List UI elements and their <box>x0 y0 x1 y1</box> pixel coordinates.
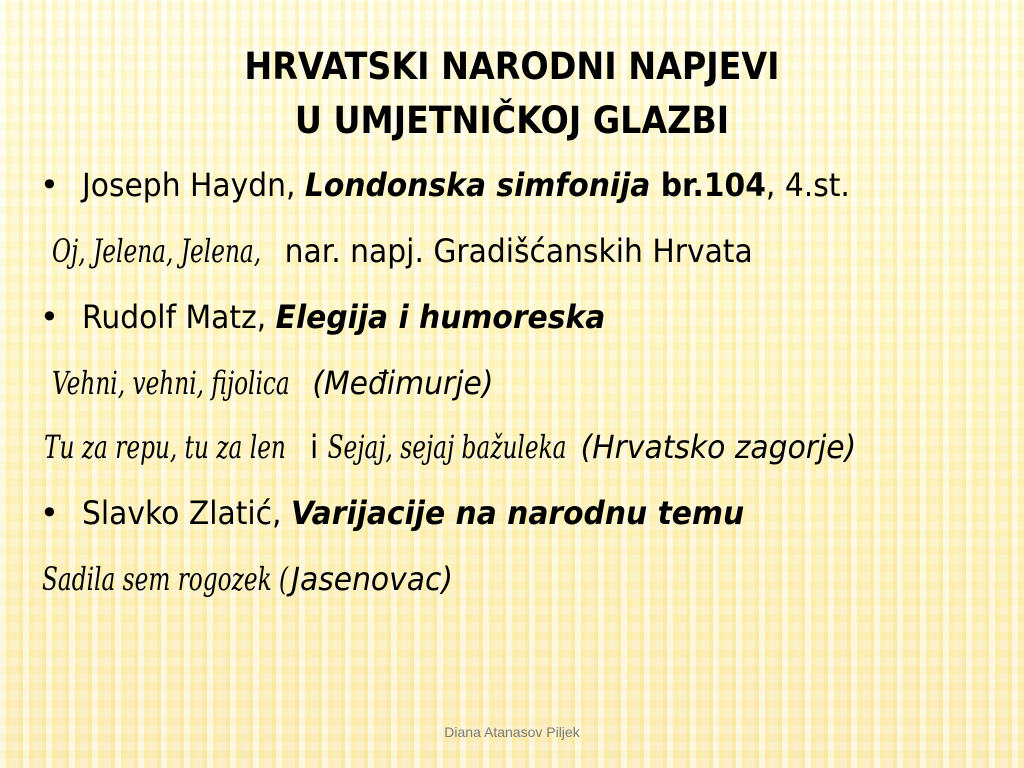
song-origin: nar. napj. Gradišćanskih Hrvata <box>275 232 753 270</box>
song-title: Sejaj, sejaj bažuleka <box>327 428 567 466</box>
title-line-2: U UMJETNIČKOJ GLAZBI <box>294 99 730 142</box>
work-title: Londonska simfonija <box>304 166 651 204</box>
song-line-repu <box>44 428 856 466</box>
work-title: Elegija i humoreska <box>275 298 606 336</box>
composer-name: Joseph Haydn, <box>82 166 305 204</box>
song-region: (Hrvatsko zagorje) <box>580 428 857 466</box>
movement-text: , 4.st. <box>765 166 850 204</box>
composer-name: Slavko Zlatić, <box>82 494 291 532</box>
list-item-matz <box>82 298 605 336</box>
song-connector: i <box>309 428 328 466</box>
footer-author: Diana Atanasov Piljek <box>444 724 580 740</box>
list-item-zlatic <box>82 494 744 532</box>
bullet-marker: • <box>40 166 59 204</box>
title-line-1: HRVATSKI NARODNI NAPJEVI <box>244 45 780 88</box>
song-title: Vehni, vehni, fijolica <box>52 364 290 402</box>
work-title: Varijacije na narodnu temu <box>290 494 745 532</box>
song-title: Tu za repu, tu za len <box>44 428 286 466</box>
bullet-marker: • <box>40 298 59 336</box>
song-region: (Međimurje) <box>312 364 494 402</box>
bullet-marker: • <box>40 494 59 532</box>
slide-title <box>51 40 973 148</box>
song-line-jelena <box>52 232 753 270</box>
song-title: Sadila sem rogozek ( <box>42 560 289 598</box>
list-item-haydn <box>82 166 850 204</box>
song-line-vehni <box>52 364 493 402</box>
song-title: Oj, Jelena, Jelena, <box>52 232 262 270</box>
song-region: Jasenovac) <box>291 560 453 598</box>
work-number: br.104 <box>650 166 766 204</box>
composer-name: Rudolf Matz, <box>82 298 276 336</box>
song-line-rogozek <box>42 560 453 598</box>
